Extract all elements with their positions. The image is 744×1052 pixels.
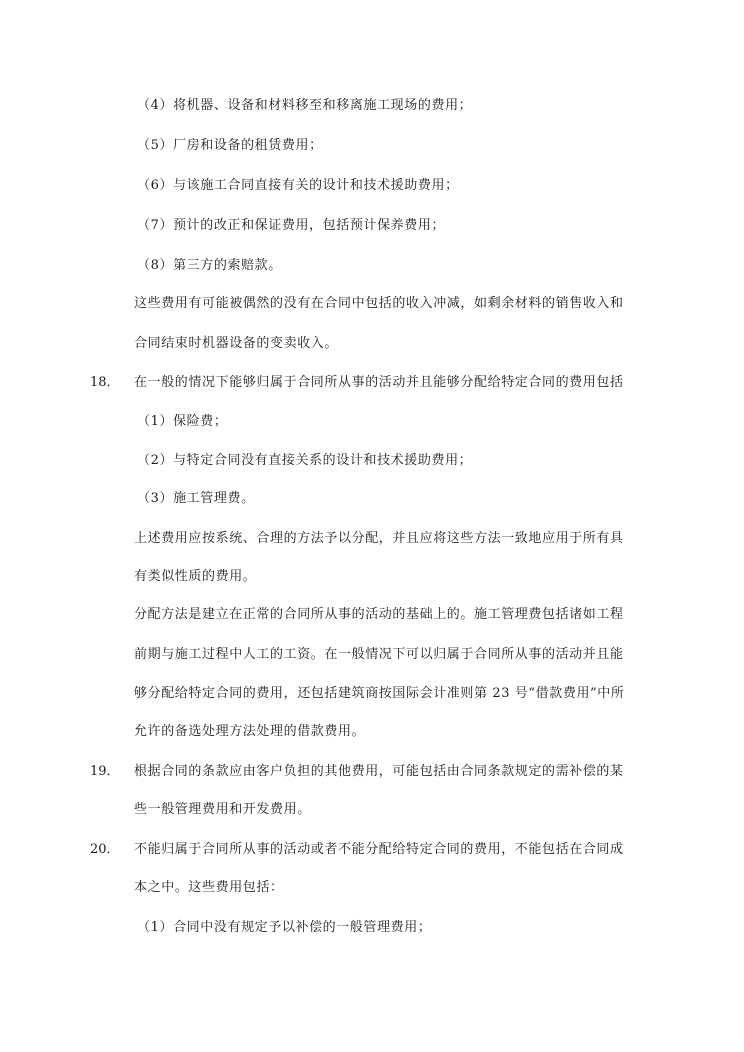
paragraph-line: 根据合同的条款应由客户负担的其他费用，可能包括由合同条款规定的需补偿的某 [134,764,624,779]
paragraph-line: 有类似性质的费用。 [134,569,257,584]
list-item: （8）第三方的索赔款。 [137,258,282,273]
list-item: （7）预计的改正和保证费用，包括预计保养费用； [137,218,446,233]
paragraph-line: 分配方法是建立在正常的合同所从事的活动的基础上的。施工管理费包括诸如工程 [134,607,624,622]
paragraph-line: 合同结束时机器设备的变卖收入。 [134,336,339,351]
list-item: （1）保险费； [137,414,228,429]
list-item: （4）将机器、设备和材料移至和移离施工现场的费用； [137,98,473,113]
list-item: （3）施工管理费。 [137,491,255,506]
paragraph-line: 不能归属于合同所从事的活动或者不能分配给特定合同的费用，不能包括在合同成 [134,842,624,857]
paragraph-line: 本之中。这些费用包括： [134,880,284,895]
section-number-19: 19． [90,764,120,779]
section-number-20: 20． [90,842,120,857]
paragraph-line: 上述费用应按系统、合理的方法予以分配，并且应将这些方法一致地应用于所有具 [134,531,624,546]
list-item: （2）与特定合同没有直接关系的设计和技术援助费用； [137,453,473,468]
paragraph-line: 允许的备选处理方法处理的借款费用。 [134,724,366,739]
section-number-18: 18． [90,375,120,390]
paragraph-line: 够分配给特定合同的费用，还包括建筑商按国际会计准则第 23 号“借款费用”中所 [134,686,625,701]
list-item: （6）与该施工合同直接有关的设计和技术援助费用； [137,178,459,193]
paragraph-line: 在一般的情况下能够归属于合同所从事的活动并且能够分配给特定合同的费用包括 [134,375,624,390]
paragraph-line: 些一般管理费用和开发费用。 [134,802,311,817]
list-item: （1）合同中没有规定予以补偿的一般管理费用； [137,920,432,935]
paragraph-line: 这些费用有可能被偶然的没有在合同中包括的收入冲减，如剩余材料的销售收入和 [134,296,624,311]
list-item: （5）厂房和设备的租赁费用； [137,138,323,153]
paragraph-line: 前期与施工过程中人工的工资。在一般情况下可以归属于合同所从事的活动并且能 [134,647,624,662]
